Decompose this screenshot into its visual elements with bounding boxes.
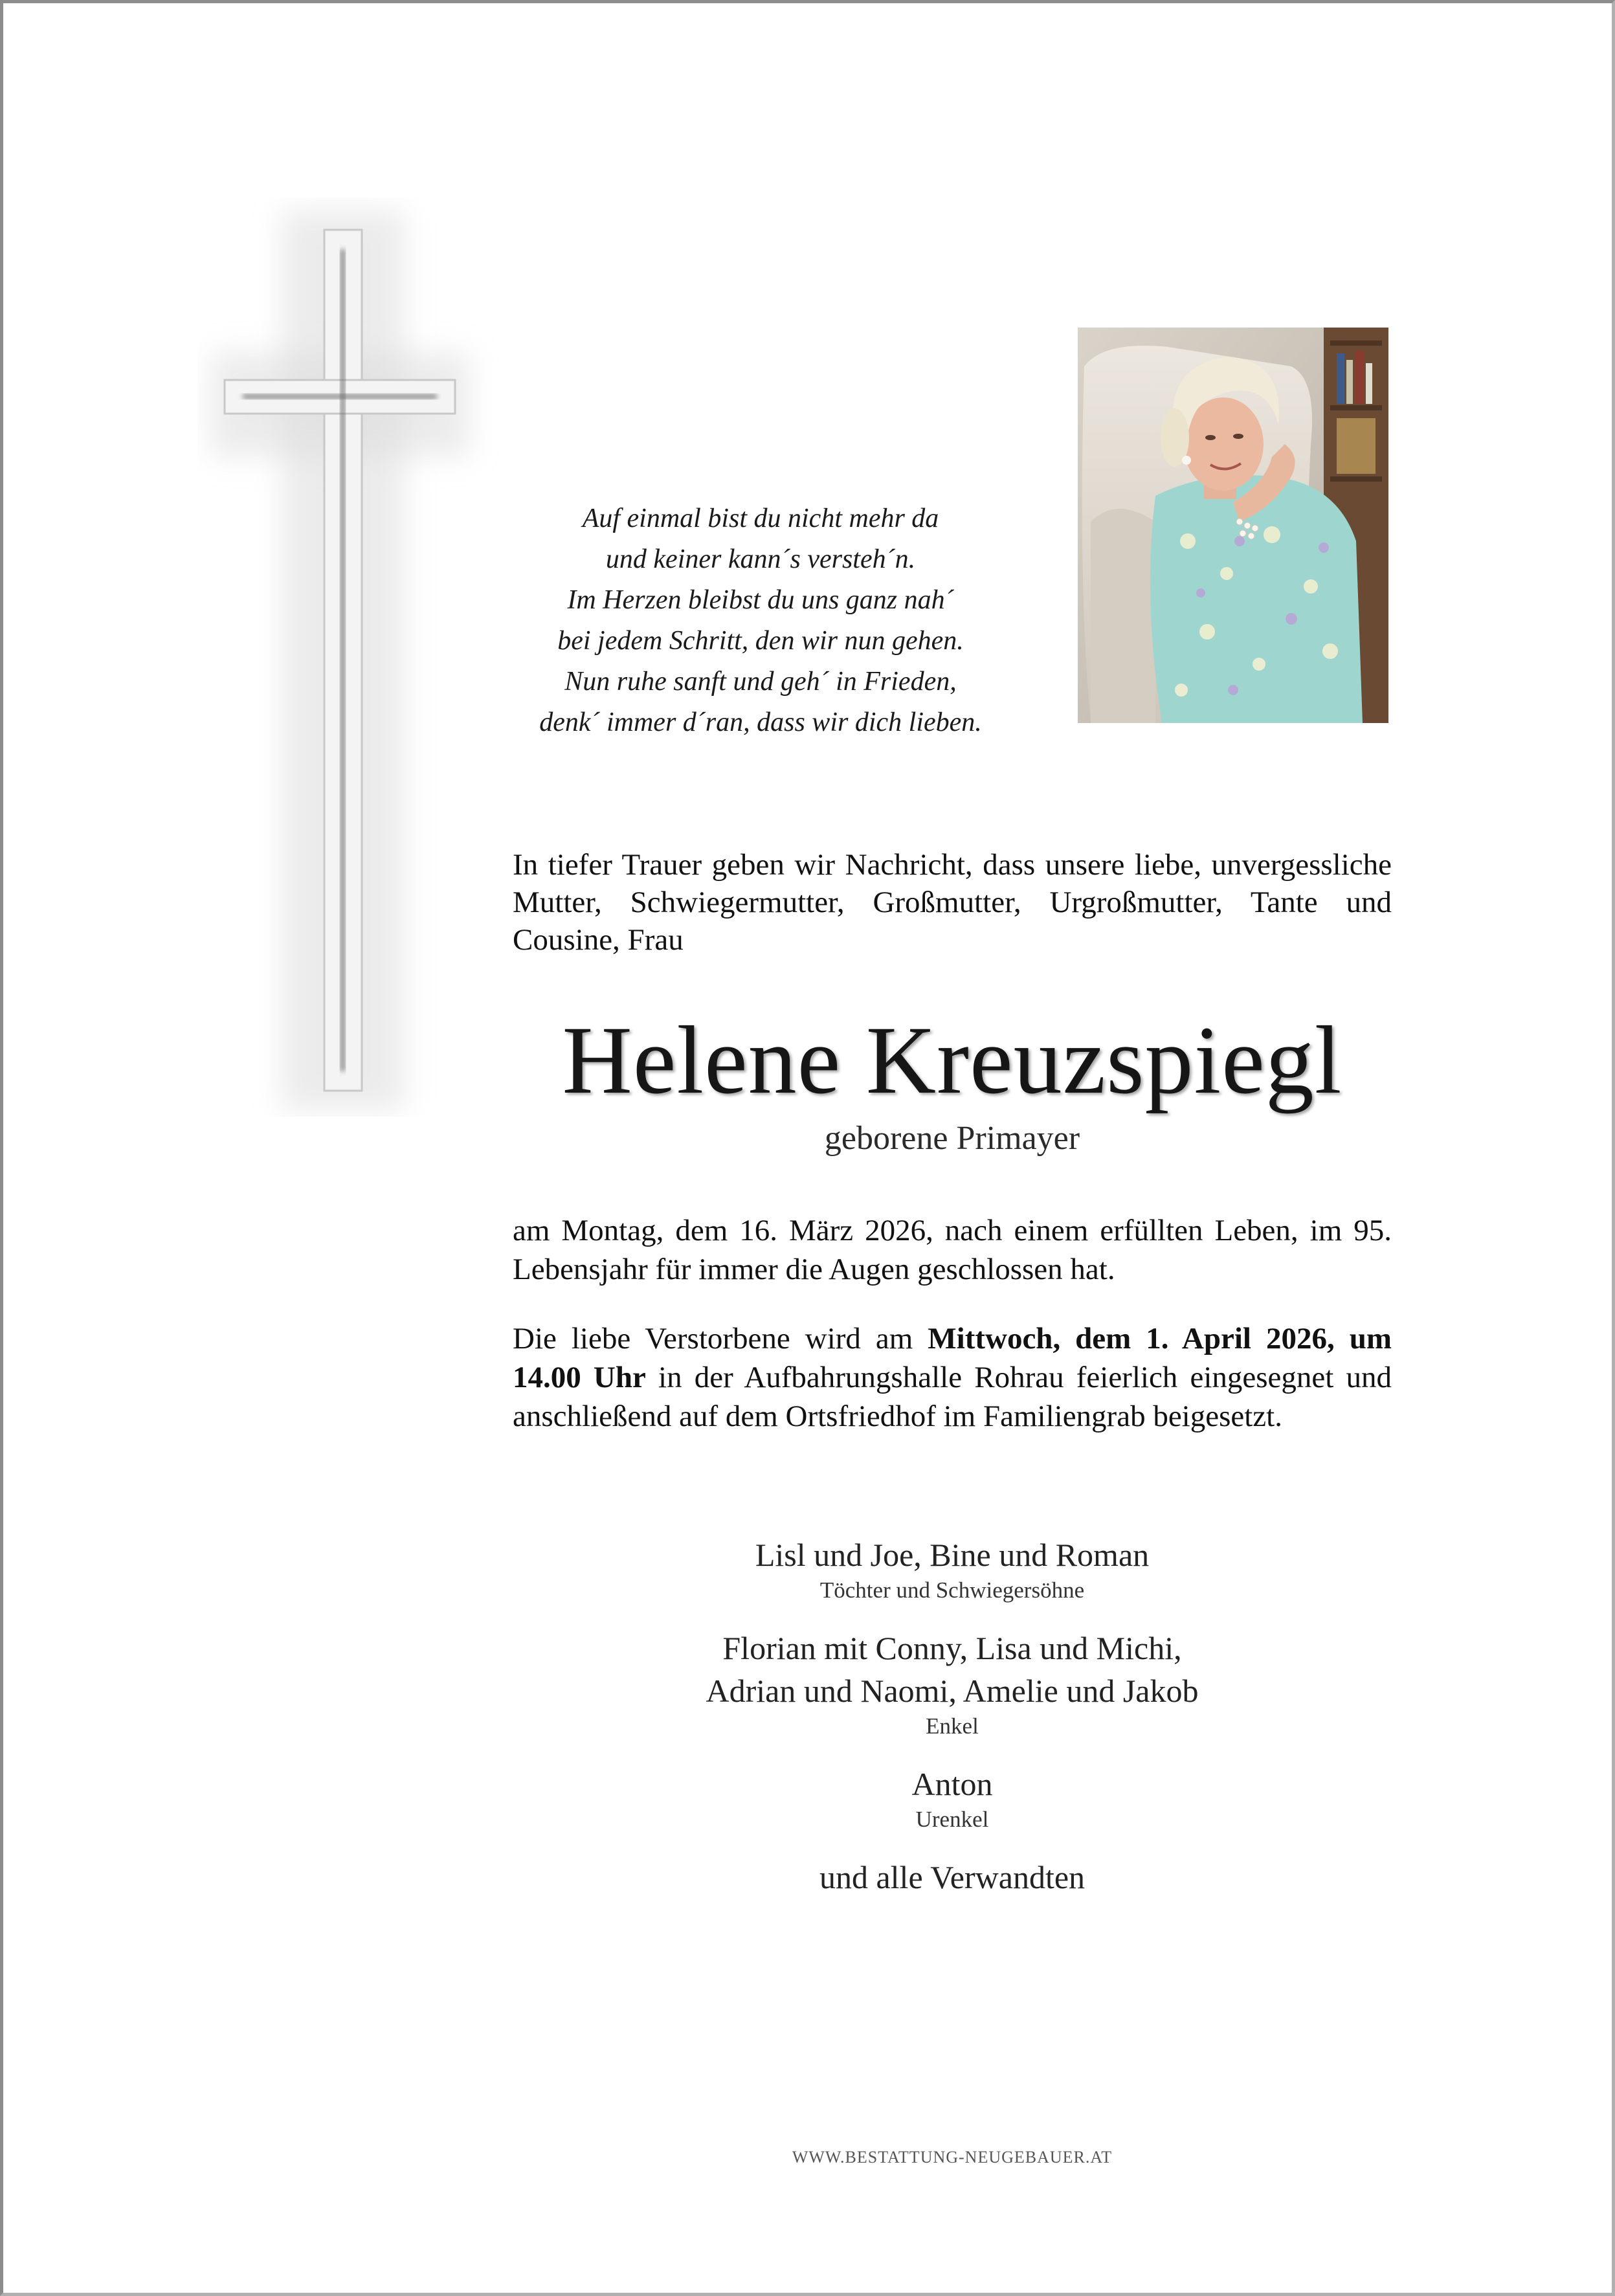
mourner-names: Adrian und Naomi, Amelie und Jakob xyxy=(706,1673,1199,1709)
memorial-poem xyxy=(508,498,1013,743)
mourner-group xyxy=(513,1627,1392,1741)
mourner-relation: Töchter und Schwiegersöhne xyxy=(819,1577,1085,1603)
funeral-date-time: Mittwoch, dem 1. April 2026, um 14.00 Uhr xyxy=(513,1322,1392,1394)
mourner-names: Florian mit Conny, Lisa und Michi, xyxy=(722,1630,1182,1666)
poem-line: bei jedem Schritt, den wir nun gehen. xyxy=(557,626,964,656)
website-footer: WWW.BESTATTUNG-NEUGEBAUER.AT xyxy=(792,2148,1113,2167)
deceased-name: Helene Kreuzspiegl xyxy=(562,1007,1342,1114)
announcement-intro: In tiefer Trauer geben wir Nachricht, dass unsere liebe, unvergessliche Mutter, Schwiegermutter, Großmutter, Urgroßmutter, Tante und Cousine, Frau xyxy=(513,848,1392,957)
poem-line: Im Herzen bleibst du uns ganz nah´ xyxy=(567,585,954,615)
mourner-group xyxy=(513,1763,1392,1834)
funeral-details xyxy=(513,1319,1392,1436)
mourner-relation: Urenkel xyxy=(915,1807,989,1832)
maiden-name: geborene Primayer xyxy=(824,1120,1080,1157)
poem-line: und keiner kann´s versteh´n. xyxy=(605,544,916,574)
mourners-list xyxy=(513,1533,1392,1921)
death-details: am Montag, dem 16. März 2026, nach einem erfüllten Leben, im 95. Lebensjahr für immer die Augen geschlossen hat. xyxy=(513,1214,1392,1286)
poem-line: Auf einmal bist du nicht mehr da xyxy=(582,504,939,533)
poem-line: denk´ immer d´ran, dass wir dich lieben. xyxy=(539,708,982,737)
cross-icon xyxy=(197,197,508,1117)
mourner-names: Lisl und Joe, Bine und Roman xyxy=(755,1537,1150,1573)
poem-line: Nun ruhe sanft und geh´ in Frieden, xyxy=(564,667,957,697)
mourner-names: Anton xyxy=(911,1766,993,1802)
mourner-names: und alle Verwandten xyxy=(819,1859,1086,1895)
mourner-group xyxy=(513,1533,1392,1605)
portrait-photo xyxy=(1078,328,1388,723)
funeral-prefix: Die liebe Verstorbene wird am xyxy=(513,1322,928,1355)
mourner-relation: Enkel xyxy=(926,1713,979,1739)
mourner-group xyxy=(513,1856,1392,1899)
funeral-suffix: in der Aufbahrungshalle Rohrau feierlich eingesegnet und anschließend auf dem Ortsfriedhof im Familiengrab beigesetzt. xyxy=(513,1361,1392,1433)
